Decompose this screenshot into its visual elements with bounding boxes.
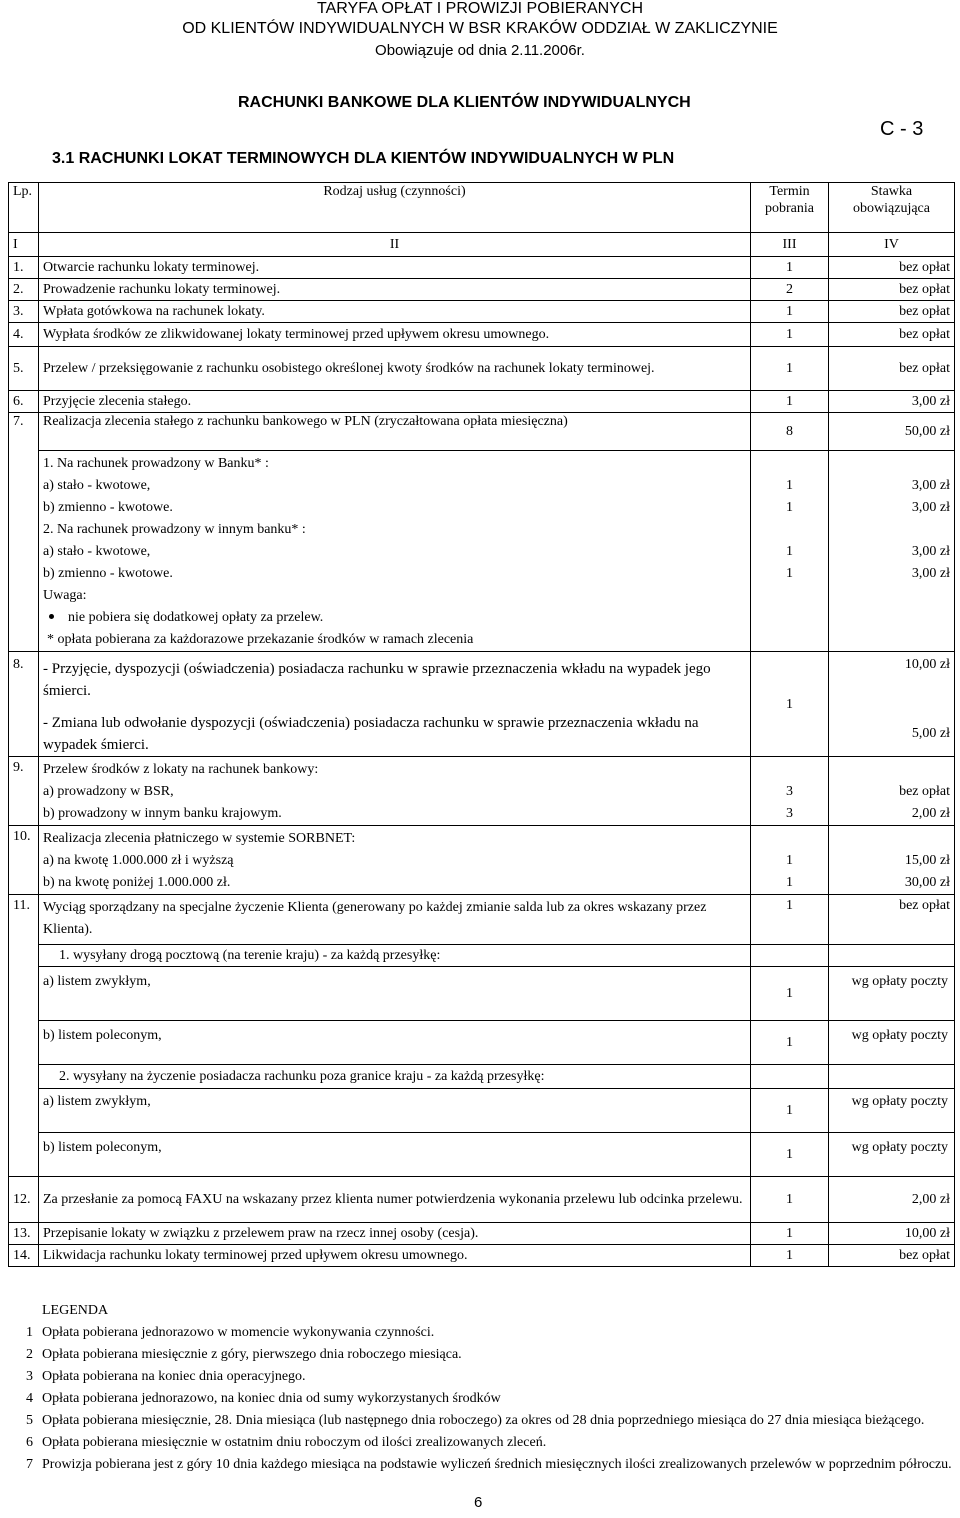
empty-cell bbox=[751, 945, 829, 967]
row-11-p1: 1. wysyłany drogą pocztową (na terenie kraju) - za każdą przesyłkę: bbox=[39, 945, 751, 967]
other-option-b: b) zmienno - kwotowe. bbox=[43, 566, 173, 581]
legend-number: 1 bbox=[26, 1325, 33, 1340]
row-service: Przelew / przeksięgowanie z rachunku osobistego określonej kwoty środków na rachunek lokaty terminowej. bbox=[39, 347, 751, 391]
row-number: 6. bbox=[9, 391, 39, 413]
table-row bbox=[9, 391, 955, 413]
row-11-sub bbox=[9, 945, 955, 967]
legend-item bbox=[26, 1388, 956, 1410]
row-8-rates bbox=[829, 652, 955, 757]
term: 1 bbox=[751, 967, 829, 1021]
note-star: * opłata pobierana za każdorazowe przekazanie środków w ramach zlecenia bbox=[47, 632, 474, 647]
legend-item bbox=[26, 1322, 956, 1344]
header-service: Rodzaj usług (czynności) bbox=[39, 183, 751, 233]
table-row-8 bbox=[9, 652, 955, 757]
other-bank-title: 2. Na rachunek prowadzony w innym banku* : bbox=[43, 522, 306, 537]
header-term: Termin pobrania bbox=[751, 183, 829, 233]
row-service: Realizacja zlecenia stałego z rachunku bankowego w PLN (zryczałtowana opłata miesięczna) bbox=[39, 413, 751, 451]
empty-cell bbox=[9, 1021, 39, 1065]
legend-text: Opłata pobierana miesięcznie w ostatnim dniu roboczym od ilości zrealizowanych zleceń. bbox=[42, 1435, 547, 1450]
roman-row bbox=[9, 233, 955, 257]
rate: 3,00 zł bbox=[911, 500, 950, 515]
row-term: 2 bbox=[751, 279, 829, 301]
row-8-text-a: - Przyjęcie, dyspozycji (oświadczenia) posiadacza rachunku w sprawie przeznaczenia wkładu na wypadek jego śmierci. bbox=[43, 661, 711, 699]
term: 1 bbox=[786, 566, 793, 581]
note-label: Uwaga: bbox=[43, 588, 87, 603]
row-number: 9. bbox=[9, 757, 39, 826]
row-rate: 10,00 zł bbox=[829, 1223, 955, 1245]
legend-text: Opłata pobierana jednorazowo w momencie wykonywania czynności. bbox=[42, 1325, 435, 1340]
legend-text: Opłata pobierana miesięcznie, 28. Dnia miesiąca (lub następnego dnia roboczego) za okres od 28 dnia poprzedniego miesiąca do 27 dnia miesiąca bieżącego. bbox=[42, 1413, 925, 1428]
row-10-option-b: b) na kwotę poniżej 1.000.000 zł. bbox=[43, 875, 231, 890]
row-number: 8. bbox=[9, 652, 39, 757]
row-rate: 50,00 zł bbox=[829, 413, 955, 451]
row-11-p1a: a) listem zwykłym, bbox=[39, 967, 751, 1021]
row-rate: bez opłat bbox=[829, 301, 955, 323]
header-line-1: TARYFA OPŁAT I PROWIZJI POBIERANYCH bbox=[317, 0, 643, 17]
legend-title: LEGENDA bbox=[42, 1303, 109, 1318]
row-term: 1 bbox=[751, 347, 829, 391]
rate: 3,00 zł bbox=[911, 544, 950, 559]
document-code: C - 3 bbox=[880, 118, 924, 140]
table-row bbox=[9, 257, 955, 279]
row-term: 1 bbox=[751, 1245, 829, 1267]
term: 1 bbox=[751, 1089, 829, 1133]
row-7-rates bbox=[829, 451, 955, 652]
row-11-p1b: b) listem poleconym, bbox=[39, 1021, 751, 1065]
note-bullet-line bbox=[43, 607, 746, 629]
legend-number: 7 bbox=[26, 1457, 33, 1472]
page-number: 6 bbox=[474, 1494, 483, 1511]
row-11-p2: 2. wysyłany na życzenie posiadacza rachunku poza granice kraju - za każdą przesyłkę: bbox=[39, 1065, 751, 1089]
row-number: 7. bbox=[9, 413, 39, 451]
row-rate: bez opłat bbox=[829, 257, 955, 279]
empty-cell bbox=[9, 451, 39, 652]
row-service: Prowadzenie rachunku lokaty terminowej. bbox=[39, 279, 751, 301]
row-11-p2a: a) listem zwykłym, bbox=[39, 1089, 751, 1133]
empty-cell bbox=[9, 1065, 39, 1089]
legend-text: Opłata pobierana jednorazowo, na koniec dnia od sumy wykorzystanych środków bbox=[42, 1391, 501, 1406]
row-10-title: Realizacja zlecenia płatniczego w systemie SORBNET: bbox=[43, 831, 356, 846]
row-11-rate: bez opłat bbox=[829, 895, 955, 945]
row-11-sub bbox=[9, 1021, 955, 1065]
fee-table bbox=[8, 182, 955, 1267]
row-11-sub bbox=[9, 1089, 955, 1133]
row-number: 13. bbox=[9, 1223, 39, 1245]
row-number: 11. bbox=[9, 895, 39, 945]
rate: 3,00 zł bbox=[911, 566, 950, 581]
header-lp: Lp. bbox=[9, 183, 39, 233]
legend bbox=[26, 1300, 956, 1476]
empty-cell bbox=[829, 1065, 955, 1089]
row-term: 1 bbox=[751, 301, 829, 323]
row-number: 4. bbox=[9, 323, 39, 347]
rate: wg opłaty poczty bbox=[829, 1133, 955, 1177]
rate: wg opłaty poczty bbox=[829, 1021, 955, 1065]
roman-3: III bbox=[751, 233, 829, 257]
rate: 30,00 zł bbox=[904, 875, 950, 890]
rate: 15,00 zł bbox=[904, 853, 950, 868]
table-row bbox=[9, 413, 955, 451]
row-10-rates bbox=[829, 826, 955, 895]
empty-cell bbox=[9, 1089, 39, 1133]
row-rate: 3,00 zł bbox=[829, 391, 955, 413]
term: 3 bbox=[786, 784, 793, 799]
row-rate: bez opłat bbox=[829, 279, 955, 301]
table-row bbox=[9, 323, 955, 347]
row-9-rates bbox=[829, 757, 955, 826]
row-9-terms bbox=[751, 757, 829, 826]
bullet-icon bbox=[49, 614, 54, 619]
roman-2: II bbox=[39, 233, 751, 257]
empty-cell bbox=[9, 1133, 39, 1177]
legend-text: Prowizja pobierana jest z góry 10 dnia każdego miesiąca na podstawie wyliczeń średnich miesięcznych ilości zrealizowanych przelewów w poprzednim półroczu. bbox=[42, 1457, 952, 1472]
row-number: 3. bbox=[9, 301, 39, 323]
row-service: Likwidacja rachunku lokaty terminowej przed upływem okresu umownego. bbox=[39, 1245, 751, 1267]
row-7-terms bbox=[751, 451, 829, 652]
row-number: 2. bbox=[9, 279, 39, 301]
legend-number: 4 bbox=[26, 1391, 33, 1406]
table-row bbox=[9, 1223, 955, 1245]
legend-item bbox=[26, 1410, 956, 1432]
row-term: 1 bbox=[751, 391, 829, 413]
row-service: Wypłata środków ze zlikwidowanej lokaty terminowej przed upływem okresu umownego. bbox=[39, 323, 751, 347]
roman-4: IV bbox=[829, 233, 955, 257]
legend-number: 6 bbox=[26, 1435, 33, 1450]
other-option-a: a) stało - kwotowe, bbox=[43, 544, 151, 559]
table-row bbox=[9, 1177, 955, 1223]
row-rate: bez opłat bbox=[829, 323, 955, 347]
bank-option-b: b) zmienno - kwotowe. bbox=[43, 500, 173, 515]
subsection-title: 3.1 RACHUNKI LOKAT TERMINOWYCH DLA KIENTÓW INDYWIDUALNYCH W PLN bbox=[52, 150, 675, 167]
legend-item bbox=[26, 1344, 956, 1366]
term: 3 bbox=[786, 806, 793, 821]
row-rate: bez opłat bbox=[829, 1245, 955, 1267]
row-11-title: Wyciąg sporządzany na specjalne życzenie Klienta (generowany po każdej zmianie salda lub za okres wskazany przez Klienta). bbox=[39, 895, 751, 945]
table-row-7-details bbox=[9, 451, 955, 652]
empty-cell bbox=[751, 1065, 829, 1089]
row-11-term: 1 bbox=[751, 895, 829, 945]
bank-title: 1. Na rachunek prowadzony w Banku* : bbox=[43, 456, 269, 471]
table-row bbox=[9, 279, 955, 301]
legend-number: 2 bbox=[26, 1347, 33, 1362]
row-11-sub bbox=[9, 1133, 955, 1177]
row-term: 1 bbox=[751, 1223, 829, 1245]
header-rate: Stawka obowiązująca bbox=[829, 183, 955, 233]
legend-number: 5 bbox=[26, 1413, 33, 1428]
legend-item bbox=[26, 1454, 956, 1476]
rate: 5,00 zł bbox=[911, 726, 950, 741]
empty-cell bbox=[829, 945, 955, 967]
term: 1 bbox=[786, 544, 793, 559]
row-11-sub bbox=[9, 1065, 955, 1089]
table-row bbox=[9, 1245, 955, 1267]
bank-option-a: a) stało - kwotowe, bbox=[43, 478, 151, 493]
row-11-p2b: b) listem poleconym, bbox=[39, 1133, 751, 1177]
rate: 10,00 zł bbox=[904, 657, 950, 672]
row-number: 14. bbox=[9, 1245, 39, 1267]
rate: bez opłat bbox=[899, 784, 950, 799]
row-term: 1 bbox=[751, 257, 829, 279]
term: 1 bbox=[786, 875, 793, 890]
row-9-option-a: a) prowadzony w BSR, bbox=[43, 784, 174, 799]
empty-cell bbox=[9, 945, 39, 967]
table-row-11 bbox=[9, 895, 955, 945]
row-10-text bbox=[39, 826, 751, 895]
row-service: Wpłata gotówkowa na rachunek lokaty. bbox=[39, 301, 751, 323]
row-number: 12. bbox=[9, 1177, 39, 1223]
term: 1 bbox=[786, 500, 793, 515]
row-service: Przyjęcie zlecenia stałego. bbox=[39, 391, 751, 413]
row-9-option-b: b) prowadzony w innym banku krajowym. bbox=[43, 806, 282, 821]
table-row bbox=[9, 301, 955, 323]
legend-text: Opłata pobierana na koniec dnia operacyjnego. bbox=[42, 1369, 306, 1384]
empty-cell bbox=[9, 967, 39, 1021]
row-number: 10. bbox=[9, 826, 39, 895]
row-9-title: Przelew środków z lokaty na rachunek bankowy: bbox=[43, 762, 319, 777]
legend-number: 3 bbox=[26, 1369, 33, 1384]
rate: 2,00 zł bbox=[911, 806, 950, 821]
table-header-row bbox=[9, 183, 955, 233]
row-service: Przepisanie lokaty w związku z przelewem praw na rzecz innej osoby (cesja). bbox=[39, 1223, 751, 1245]
term: 1 bbox=[751, 1021, 829, 1065]
row-11-sub bbox=[9, 967, 955, 1021]
row-number: 5. bbox=[9, 347, 39, 391]
row-10-terms bbox=[751, 826, 829, 895]
rate: 3,00 zł bbox=[911, 478, 950, 493]
table-row-10 bbox=[9, 826, 955, 895]
row-number: 1. bbox=[9, 257, 39, 279]
row-10-option-a: a) na kwotę 1.000.000 zł i wyższą bbox=[43, 853, 234, 868]
table-row-9 bbox=[9, 757, 955, 826]
row-7-details bbox=[39, 451, 751, 652]
rate: wg opłaty poczty bbox=[829, 967, 955, 1021]
term: 1 bbox=[751, 1133, 829, 1177]
legend-item bbox=[26, 1366, 956, 1388]
row-8-text bbox=[39, 652, 751, 757]
term: 1 bbox=[786, 478, 793, 493]
row-8-text-b: - Zmiana lub odwołanie dyspozycji (oświadczenia) posiadacza rachunku w sprawie przeznaczenia wkładu na wypadek śmierci. bbox=[43, 715, 699, 753]
header-line-3: Obowiązuje od dnia 2.11.2006r. bbox=[375, 42, 585, 59]
table-row bbox=[9, 347, 955, 391]
legend-text: Opłata pobierana miesięcznie z góry, pierwszego dnia roboczego miesiąca. bbox=[42, 1347, 462, 1362]
row-term: 8 bbox=[751, 413, 829, 451]
term: 1 bbox=[786, 853, 793, 868]
row-term: 1 bbox=[751, 323, 829, 347]
row-term: 1 bbox=[751, 1177, 829, 1223]
note-bullet-text: nie pobiera się dodatkowej opłaty za przelew. bbox=[68, 610, 324, 625]
header-line-2: OD KLIENTÓW INDYWIDUALNYCH W BSR KRAKÓW ODDZIAŁ W ZAKLICZYNIE bbox=[182, 20, 778, 37]
row-service: Otwarcie rachunku lokaty terminowej. bbox=[39, 257, 751, 279]
legend-item bbox=[26, 1432, 956, 1454]
row-rate: bez opłat bbox=[829, 347, 955, 391]
row-9-text bbox=[39, 757, 751, 826]
row-service: Za przesłanie za pomocą FAXU na wskazany przez klienta numer potwierdzenia wykonania przelewu lub odcinka przelewu. bbox=[39, 1177, 751, 1223]
rate: wg opłaty poczty bbox=[829, 1089, 955, 1133]
roman-1: I bbox=[9, 233, 39, 257]
section-title: RACHUNKI BANKOWE DLA KLIENTÓW INDYWIDUALNYCH bbox=[238, 94, 691, 111]
row-rate: 2,00 zł bbox=[829, 1177, 955, 1223]
row-8-term: 1 bbox=[751, 652, 829, 757]
